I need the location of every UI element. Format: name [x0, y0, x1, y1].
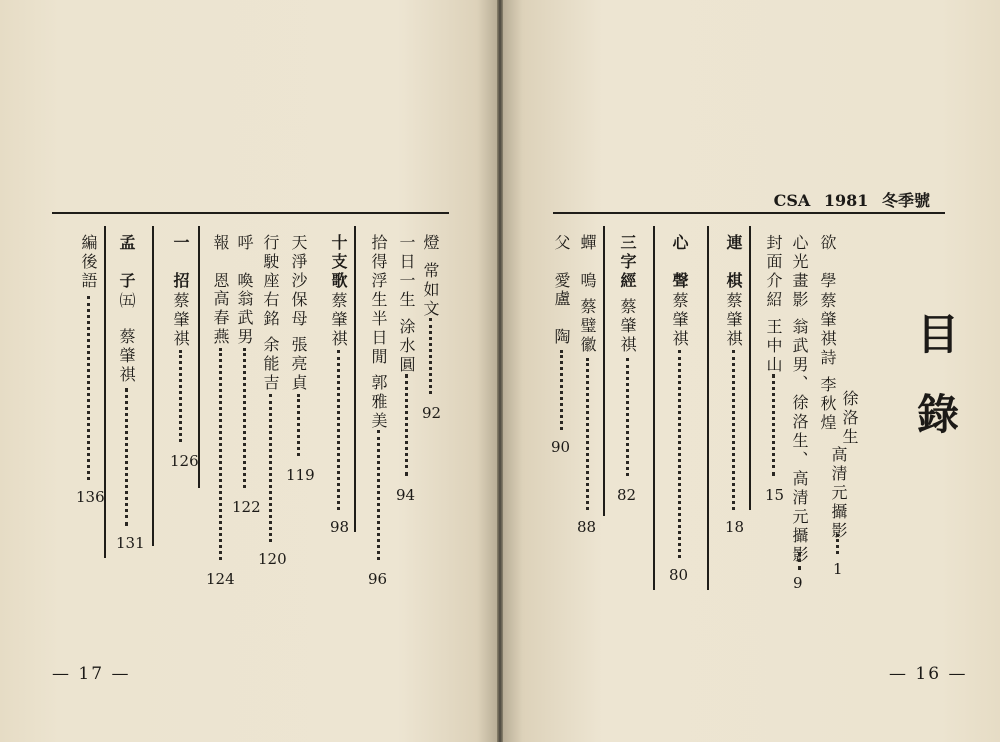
entry-page: 96 [368, 570, 388, 588]
entry-page: 15 [765, 486, 785, 504]
dot-leader [125, 388, 131, 526]
series-name: CSA [773, 191, 811, 210]
entry-title: 蟬 鳴 [578, 234, 597, 291]
entry-title: 呼 喚 [235, 234, 254, 291]
entry-author: 蔡璧徽 [578, 298, 597, 355]
dot-leader [586, 358, 592, 510]
entry-author: 郭雅美 [369, 374, 388, 431]
entry-page: 122 [232, 498, 261, 516]
entry-page: 80 [669, 566, 689, 584]
entry-author: 翁武男 [235, 290, 254, 347]
entry-page: 90 [551, 438, 571, 456]
entry-page: 94 [396, 486, 416, 504]
dot-leader [377, 430, 383, 560]
section-divider [354, 226, 356, 532]
entry-title: 三字經 [618, 234, 637, 291]
entry-page: 126 [170, 452, 199, 470]
entry-title: 編後語 [79, 234, 98, 291]
entry-page: 1 [833, 560, 843, 578]
entry-title: 一日一生 [397, 234, 416, 310]
section-divider [104, 226, 106, 558]
entry-page: 92 [422, 404, 442, 422]
entry-title: 心 聲 [670, 234, 689, 291]
entry-title: 報 恩 [211, 234, 230, 291]
dot-leader [269, 394, 275, 542]
entry-part: ㈤ [117, 292, 136, 311]
section-divider [152, 226, 154, 546]
entry-author: 王中山 [764, 318, 783, 375]
entry-credit: 高清元攝影 [829, 446, 848, 541]
entry-title: 心光畫影 [790, 234, 809, 310]
toc-title: 目錄 [911, 312, 960, 472]
dot-leader [560, 350, 566, 430]
entry-author: 涂水圓 [397, 318, 416, 375]
entry-page: 136 [76, 488, 105, 506]
dot-leader [337, 350, 343, 510]
top-rule [553, 212, 945, 214]
entry-author: 張亮貞 [289, 336, 308, 393]
entry-title: 行駛座右銘 [261, 234, 280, 329]
entry-page: 82 [617, 486, 637, 504]
entry-title: 孟 子 [117, 234, 136, 291]
section-divider [603, 226, 605, 516]
entry-page: 124 [206, 570, 235, 588]
entry-title: 欲 學 [818, 234, 837, 291]
entry-author: 蔡肇祺詩 [818, 292, 837, 368]
section-divider [198, 226, 200, 488]
entry-author: 翁武男、徐洛生、高清元攝影 [790, 318, 809, 565]
entry-page: 98 [330, 518, 350, 536]
entry-author: 盧 陶 [552, 290, 571, 347]
section-divider [707, 226, 709, 590]
entry-author: 高春燕 [211, 290, 230, 347]
entry-title: 一 招 [171, 234, 190, 291]
entry-page: 9 [793, 574, 803, 592]
page-number: — 16 — [889, 664, 968, 684]
entry-page: 131 [116, 534, 145, 552]
entry-title: 封面介紹 [764, 234, 783, 310]
dot-leader [798, 552, 804, 570]
entry-author: 余能吉 [261, 336, 280, 393]
entry-title: 父 愛 [552, 234, 571, 291]
dot-leader [836, 534, 842, 554]
entry-author: 蔡肇祺 [329, 292, 348, 349]
entry-page: 88 [577, 518, 597, 536]
right-page [503, 0, 1000, 742]
issue-year: 1981 [823, 191, 869, 210]
entry-author: 蔡肇祺 [618, 298, 637, 355]
section-divider [653, 226, 655, 590]
entry-author: 蔡肇祺 [724, 292, 743, 349]
left-page [0, 0, 497, 742]
entry-title: 天淨沙保母 [289, 234, 308, 329]
entry-author: 蔡肇祺 [670, 292, 689, 349]
entry-title: 燈 [421, 234, 440, 253]
dot-leader [87, 296, 93, 480]
dot-leader [219, 348, 225, 560]
page-number: — 17 — [52, 664, 131, 684]
issue-header [766, 188, 930, 211]
dot-leader [429, 318, 435, 394]
dot-leader [243, 348, 249, 488]
dot-leader [297, 394, 303, 456]
dot-leader [678, 350, 684, 558]
entry-author: 蔡肇祺 [117, 328, 136, 385]
dot-leader [772, 374, 778, 476]
entry-title: 十支歌 [329, 234, 348, 291]
dot-leader [179, 350, 185, 442]
entry-author: 蔡肇祺 [171, 292, 190, 349]
entry-credit: 李秋煌 [818, 376, 837, 433]
entry-page: 120 [258, 550, 287, 568]
dot-leader [626, 358, 632, 476]
entry-title: 拾得浮生半日閒 [369, 234, 388, 367]
entry-author: 常如文 [421, 262, 440, 319]
entry-title: 連 棋 [724, 234, 743, 291]
issue-season: 冬季號 [881, 191, 930, 210]
entry-page: 119 [286, 466, 315, 484]
dot-leader [732, 350, 738, 510]
dot-leader [405, 374, 411, 476]
entry-credit: 徐洛生 [840, 390, 859, 447]
top-rule [52, 212, 449, 214]
section-divider [749, 226, 751, 510]
entry-page: 18 [725, 518, 745, 536]
